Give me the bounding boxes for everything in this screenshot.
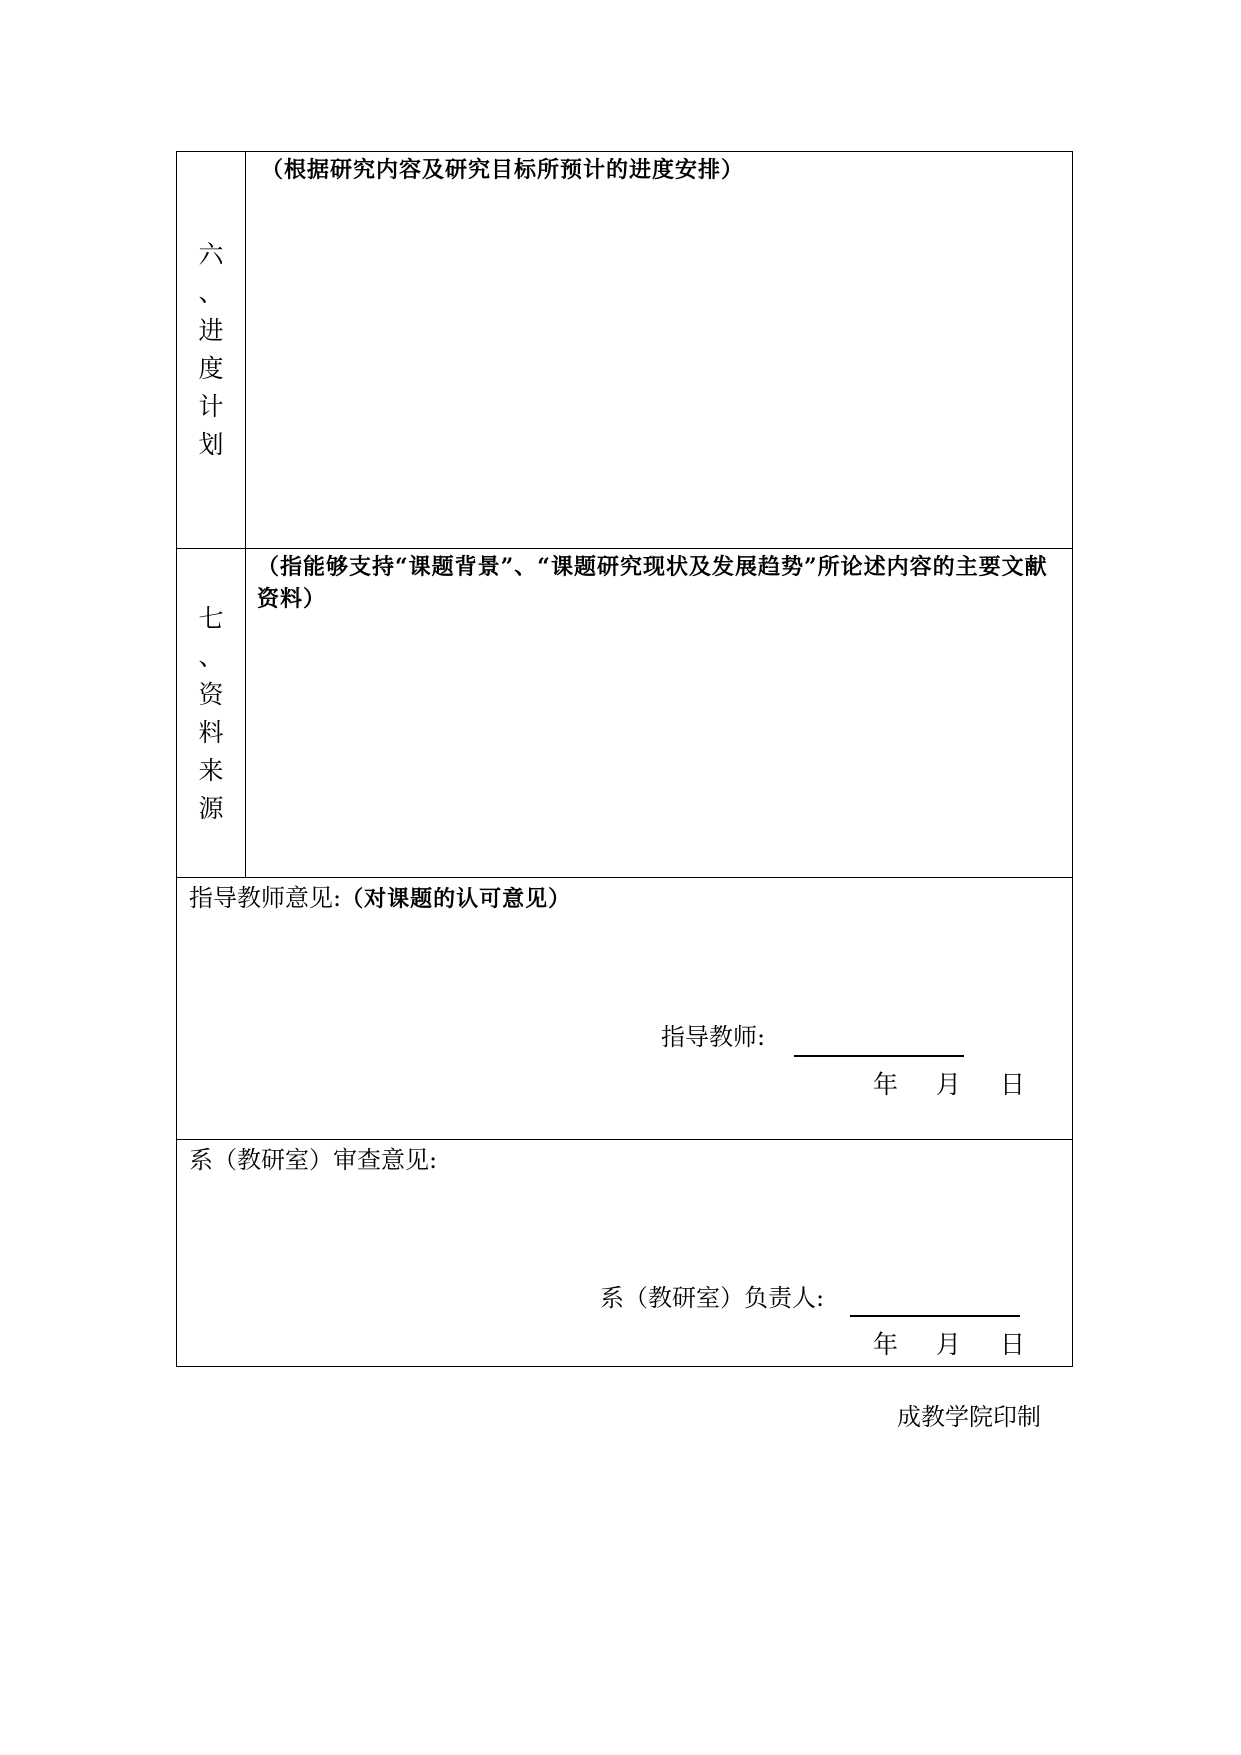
references-field[interactable]: （指能够支持“课题背景”、“课题研究现状及发展趋势”所论述内容的主要文献资料） [257,554,1048,612]
advisor-opinion-section[interactable] [177,877,1072,1140]
date-year-label: 年 [873,1070,899,1099]
section-references-label [177,549,246,878]
label-char: 料 [198,717,224,747]
date-day-label: 日 [1000,1070,1026,1099]
progress-plan-field[interactable]: （根据研究内容及研究目标所预计的进度安排） [261,157,745,183]
advisor-signature-line[interactable] [794,1055,964,1057]
label-char: 资 [198,679,224,709]
section-progress-plan [177,152,1072,548]
label-char: 六 [198,240,224,269]
advisor-opinion-title [189,881,571,916]
advisor-opinion-note: （对课题的认可意见） [341,886,572,912]
department-signature-line[interactable] [850,1315,1020,1317]
proposal-form-table [176,151,1073,1367]
date-month-label: 月 [936,1070,962,1099]
section-references [177,548,1072,878]
label-char: 度 [198,354,224,383]
label-char: 来 [198,755,224,785]
date-year-label: 年 [873,1330,899,1359]
advisor-signature-label: 指导教师: [661,1023,766,1051]
advisor-opinion-title-text: 指导教师意见: [189,884,342,912]
section-progress-plan-label [177,152,246,548]
advisor-date [177,1068,1074,1102]
label-char: 计 [198,392,224,421]
label-char: 划 [198,430,224,459]
date-day-label: 日 [1000,1330,1026,1359]
department-review-section[interactable] [177,1139,1072,1369]
label-char: 源 [198,793,224,823]
label-char: 、 [198,278,224,307]
department-review-title: 系（教研室）审查意见: [189,1146,438,1174]
department-date [177,1328,1074,1362]
label-char: 进 [198,316,224,345]
label-char: 、 [198,641,224,671]
date-month-label: 月 [936,1330,962,1359]
label-char: 七 [198,603,224,633]
department-signature-label: 系（教研室）负责人: [600,1284,825,1312]
printed-by-footer: 成教学院印制 [897,1403,1041,1431]
